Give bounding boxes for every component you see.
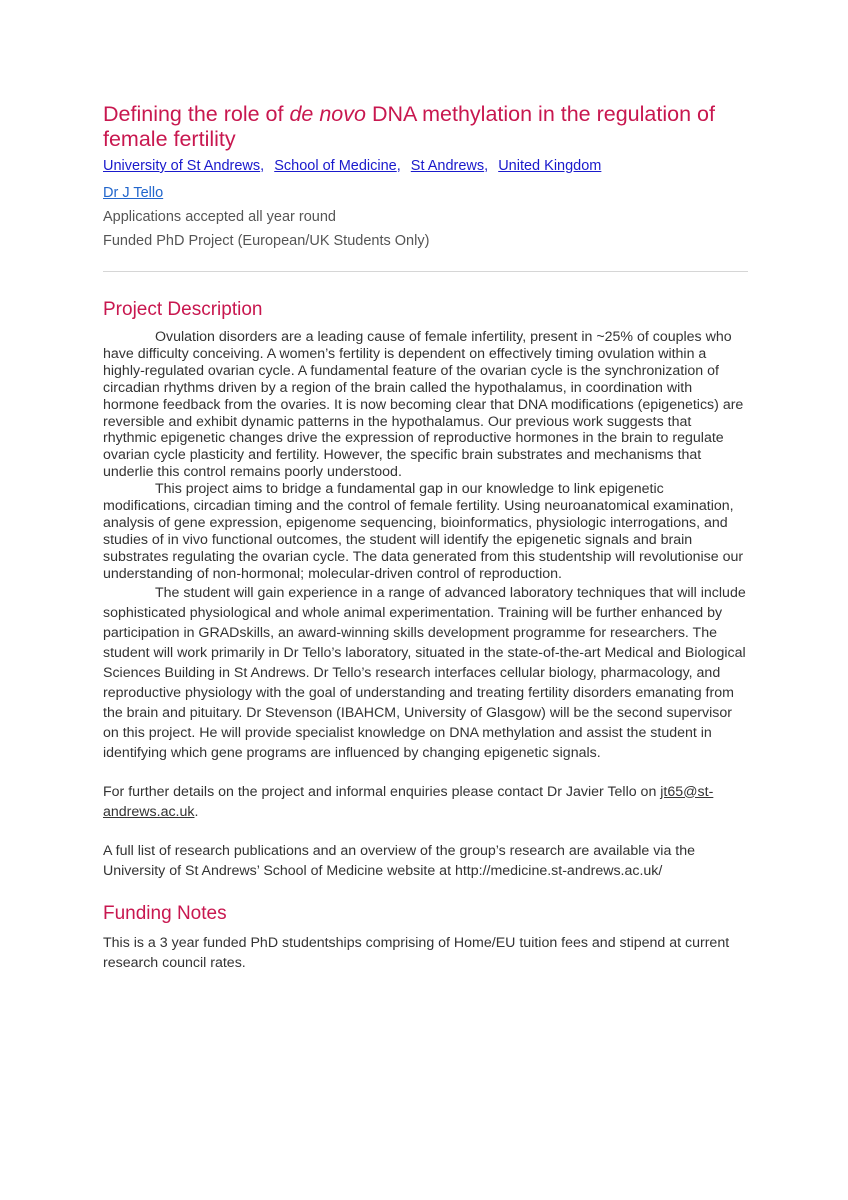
divider (103, 271, 748, 272)
project-paragraph: The student will gain experience in a range of advanced laboratory techniques that will include sophisticated physiological and whole animal experimentation. Training will be further enhanced by participation in GRADskills, an award-winning skills development programme for researchers. The student will work primarily in Dr Tello’s laboratory, situated in the state-of-the-art Medical and Biological Sciences Building in St Andrews. Dr Tello’s research interfaces cellular biology, pharmacology, and reproductive physiology with the goal of understanding and treating fertility disorders emanating from the brain and pituitary. Dr Stevenson (IBAHCM, University of Glasgow) will be the second supervisor on this project. He will provide specialist knowledge on DNA methylation and assist the student in identifying which gene programs are influenced by changing epigenetic signals. (103, 584, 746, 761)
country-link[interactable]: United Kingdom (498, 158, 602, 174)
funding-notes-heading: Funding Notes (103, 902, 227, 924)
project-paragraph: This project aims to bridge a fundamental gap in our knowledge to link epigenetic modifications, circadian timing and the control of female fertility. Using neuroanatomical examination, analysis of gene expression, epigenome sequencing, bioinformatics, physiologic interrogations, and studies of in vivo functional outcomes, the student will identify the epigenetic signals and brain substrates regulating the ovarian cycle. The data generated from this studentship will revolutionise our understanding of non-hormonal; molecular-driven control of reproduction. (103, 481, 744, 582)
funding-notes-text: This is a 3 year funded PhD studentships comprising of Home/EU tuition fees and stipend at current research council rates. (103, 934, 730, 971)
project-description-heading: Project Description (103, 299, 263, 320)
institution-links: University of St Andrews, School of Medicine, St Andrews, United Kingdom (103, 158, 602, 174)
contact-paragraph (103, 782, 748, 822)
availability-text: Applications accepted all year round (103, 209, 336, 225)
document-page (103, 102, 748, 973)
supervisor-link[interactable]: Dr J Tello (103, 185, 164, 201)
contact-text: For further details on the project and informal enquiries please contact Dr Javier Tello on (103, 783, 661, 800)
project-description-body-cont (103, 583, 748, 763)
page-title (103, 102, 748, 152)
title-italic: de novo (289, 102, 366, 126)
title-prefix: Defining the role of (103, 102, 290, 126)
city-link[interactable]: St Andrews (410, 158, 485, 174)
school-link[interactable]: School of Medicine (274, 158, 397, 174)
project-description-body (103, 329, 748, 583)
contact-email-link[interactable]: jt65@st-andrews.ac.uk (103, 783, 714, 820)
publications-paragraph: A full list of research publications and an overview of the group’s research are available via the University of St Andrews’ School of Medicine website at http://medicine.st-andrews.ac.uk/ (103, 842, 696, 879)
supervisor-row (103, 184, 748, 203)
university-link[interactable]: University of St Andrews (103, 158, 261, 174)
contact-end: . (194, 803, 199, 820)
project-paragraph: Ovulation disorders are a leading cause of female infertility, present in ~25% of couples who have difficulty conceiving. A women’s fertility is dependent on effectively timing ovulation within a highly-regulated ovarian cycle. A fundamental feature of the ovarian cycle is the synchronization of circadian rhythms driven by a region of the brain called the hypothalamus, in coordination with hormone feedback from the ovaries. It is now becoming clear that DNA modifications (epigenetics) are reversible and exhibit dynamic patterns in the hypothalamus. Our previous work suggests that rhythmic epigenetic changes drive the expression of reproductive hormones in the brain to regulate ovarian cycle plasticity and fertility. However, the specific brain substrates and mechanisms that underlie this control remains poorly understood. (103, 329, 744, 481)
funding-type-text: Funded PhD Project (European/UK Students Only) (103, 233, 430, 249)
title-suffix: DNA methylation in the regulation of female fertility (103, 102, 715, 151)
